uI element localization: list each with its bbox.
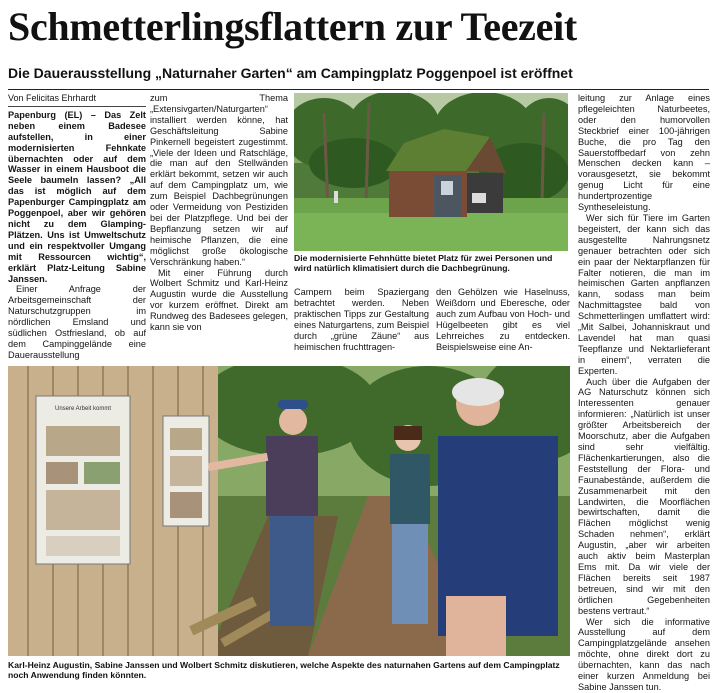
hut-photo-caption: Die modernisierte Fehnhütte bietet Platz für zwei Personen und wird natürlich klimatisiert durch die Dachbegrünung. xyxy=(294,253,553,274)
paragraph: Einer Anfrage der Arbeitsgemeinschaft der Naturschutzgruppen im nördlichen Emsland und südlichen Ostfriesland, ob auf dem Campinggelände eine Dauerausstellung xyxy=(8,284,146,360)
paragraph: zum Thema „Extensivgarten/Naturgarten“ installiert werden könne, hat Geschäftsleitung Sabine Pinkernell begeistert zugestimmt. „Viele der Ideen und Ratschläge, die man auf den Stellwänden erklärt bekommt, setzen wir auch auf dem Campingplatz um, wie zum Beispiel Dachbegrünungen oder Vermeidung von Pestiziden bei der Platzpflege. Und bei der Bepflanzung setzen wir auf heimische Pflanzen, die eine möglichst große ökologische Verschränkung haben.“ xyxy=(150,93,288,267)
poster-title: Unsere Arbeit kommt xyxy=(54,406,112,412)
divider-rule xyxy=(8,89,709,90)
paragraph: leitung zur Anlage eines pflegeleichten Naturbeetes, oder den humorvollen Steckbrief einer 100-jährigen Buche, die pro Tag den Sauerstoffbedarf von zehn Menschen decken kann – vorausgesetzt, sie bekommt genug Licht für eine hundertprozentige Syntheseleistung. xyxy=(578,93,710,213)
exhibition-photo xyxy=(8,366,570,656)
lead-paragraph: Papenburg (EL) – Das Zelt neben einem Badesee aufstellen, in einer modernisierten Fehnkate übernachten oder auf dem Wasser in einem Hausboot die Seele baumeln lassen? „All das ist möglich auf dem Papenburger Campingplatz am Poggenpoel, aber wir gehören nicht zu dem Glamping-Plätzen. Uns ist Umweltschutz und ein respektvoller Umgang mit Ressourcen wichtig“, erklärt Platz-Leitung Sabine Janssen. xyxy=(8,109,146,284)
paragraph: Wer sich die informative Ausstellung auf dem Campingplatzgelände ansehen möchte, ohne direkt dort zu übernachten, kann das nach einer kurzen Anmeldung bei Sabine Janssen tun. xyxy=(578,616,710,692)
article-column-2 xyxy=(150,93,288,363)
hut-photo xyxy=(294,93,568,251)
subheadline: Die Dauerausstellung „Naturnaher Garten“ am Campingplatz Poggenpoel ist eröffnet xyxy=(8,65,573,81)
article-column-4 xyxy=(436,287,570,365)
headline: Schmetterlingsflattern zur Teezeit xyxy=(8,4,577,49)
byline: Von Felicitas Ehrhardt xyxy=(8,93,146,107)
exhibition-photo-caption: Karl-Heinz Augustin, Sabine Janssen und Wolbert Schmitz diskutieren, welche Aspekte des naturnahen Gartens auf dem Campingplatz noch Anwendung finden könnten. xyxy=(8,660,560,681)
paragraph: Wer sich für Tiere im Garten begeistert, der kann sich das ausgestellte Nahrungsnetz genauer betrachten oder sich ein paar der Nektarpflanzen für Falter notieren, die man im heimischen Garten anpflanzen kann, sodass man beim Nachmittagstee bald von Schmetterlingen umflattert wird: „Mit Salbei, Johanniskraut und Lavendel hat man quasi Teepflanze und Nektarlieferant in einem“, verraten die Experten. xyxy=(578,212,710,376)
paragraph: Campern beim Spaziergang betrachtet werden. Neben praktischen Tipps zur Gestaltung eines Naturgartens, zum Beispiel durch „grüne Zäune“ aus heimischen fruchttragen- xyxy=(294,287,429,352)
article-column-3 xyxy=(294,287,429,365)
paragraph: den Gehölzen wie Haselnuss, Weißdorn und Eberesche, oder auch zum Aufbau von Hoch- und Hügelbeeten gibt es viel Lehrreiches zu entdecken. Beispielsweise eine An- xyxy=(436,287,570,352)
paragraph: Auch über die Aufgaben der AG Naturschutz können sich Interessenten genauer informieren: „Natürlich ist unser größter Arbeitsbereich der Moorschutz, aber die Aufgaben sind sehr vielfältig. Flächenkartierungen, also die Feststellung der Flora- und Faunabestände, außerdem die Zusammenarbeit mit den Landwirten, die Moorflächen bewirtschaften, damit die Flächen möglichst wenig Schaden nehmen“, erklärt Augustin, „aber wir arbeiten auch aktiv beim Masterplan Ems mit. Da wir viele der Flächen bereits seit 1987 betreuen, sind wir mit den örtlichen Gegebenheiten bestens vertraut.“ xyxy=(578,376,710,616)
paragraph: Mit einer Führung durch Wolbert Schmitz und Karl-Heinz Augustin wurde die Ausstellung vor kurzem eröffnet. Direkt am Rundweg des Badesees gelegen, kann sie von xyxy=(150,267,288,333)
article-column-1 xyxy=(8,93,146,363)
article-column-5 xyxy=(578,93,710,692)
